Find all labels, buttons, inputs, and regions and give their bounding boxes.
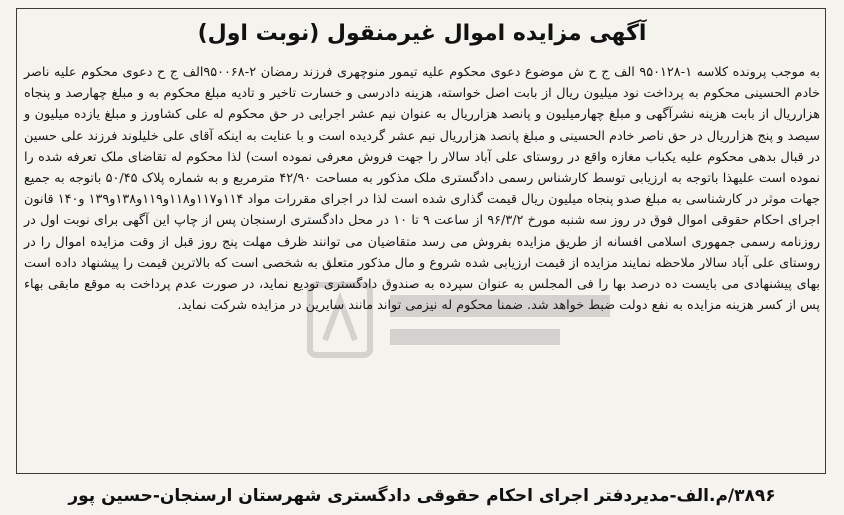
notice-body: به موجب پرونده کلاسه ۱-۹۵۰۱۲۸ الف ج ح ش موضوع دعوی محکوم علیه تیمور منوچهری فرزند رمضان ۲-۹۵۰۰۶۸الف ج ح دعوی محکوم علیه ناصر خادم الحسینی محکوم به پرداخت نود میلیون ریال از بابت اصل خواسته، هزینه دادرسی و خسارت تاخیر و تادیه مبلغ محکوم به و مبلغ چهارصد و پنجاه هزارریال از بابت هزینه نشرآگهی و مبلغ چهارمیلیون و پانصد هزارریال به عنوان نیم عشر اجرایی در حق محکوم له علی کشاورز و مبلغ یازده میلیون و سیصد و پنج هزارریال در حق ناصر خادم الحسینی و مبلغ پانصد هزارریال نیم عشر گردیده است و با عنایت به اینکه آقای علی خلیلوند فرزند علی حسین در قبال بدهی محکوم علیه یکباب مغازه واقع در روستای علی آباد سالار را جهت فروش معرفی نموده است) لذا محکوم له تقاضای ملک تعرفه شده را نموده است علیهذا باتوجه به ارزیابی توسط کارشناس رسمی دادگستری ملک مذکور به مساحت ۴۲/۹۰ مترمربع و به شماره پلاک ۵۰/۴۵ باتوجه به جمیع جهات موثر در کارشناسی به مبلغ صدو پنجاه میلیون ریال قیمت گذاری شده است لذا در اجرای مقررات مواد ۱۱۴و۱۱۷و۱۱۸و۱۱۹و۱۳۸و۱۳۹ و۱۴۰ قانون اجرای احکام حقوقی اموال فوق در روز سه شنبه مورخ ۹۶/۳/۲ از ساعت ۹ تا ۱۰ در محل دادگستری ارسنجان پس از چاپ این آگهی برای نوبت اول در روزنامه رسمی جمهوری اسلامی افسانه از طریق مزایده بفروش می رسد متقاضیان می توانند ظرف مهلت پنج روز قبل از وقت مزایده اموال را در روستای علی آباد سالار ملاحظه نمایند مزایده از قیمت ارزیابی شده شروع و مال مذکور متعلق به شخصی است که بالاترین قیمت را پیشنهاد داده است بهای پیشنهادی می بایست ده درصد بها را فی المجلس به عنوان سپرده به صندوق دادگستری تودیع نماید، در صورت عدم پرداخت به موقع مابقی بهاء پس از کسر هزینه مزایده به نفع دولت ضبط خواهد شد. ضمنا محکوم له نیزمی تواند مانند سایرین در مزایده شرکت نماید.	[24, 65, 820, 314]
notice-title: آگهی مزایده اموال غیرمنقول (نوبت اول)	[197, 21, 647, 46]
notice-signature: ۳۸۹۶/م.الف-مدیردفتر اجرای احکام حقوقی دادگستری شهرستان ارسنجان-حسین پور	[68, 486, 776, 506]
